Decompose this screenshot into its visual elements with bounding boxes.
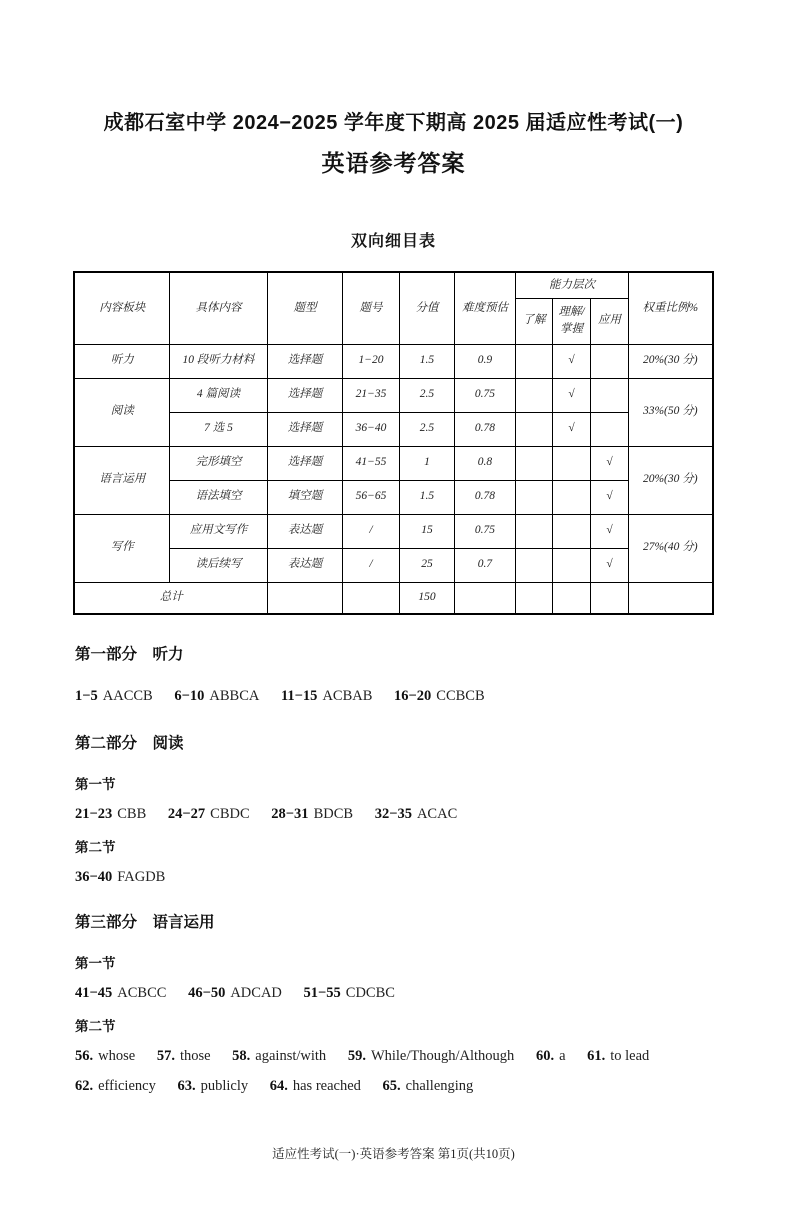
answer-text: against/with (255, 1048, 327, 1064)
part1-answer-line (75, 688, 717, 705)
col-header-understand: 了解 (515, 298, 552, 344)
answer-number: 61. (587, 1048, 606, 1064)
answer-pair (177, 1078, 248, 1094)
cell-master: √ (552, 344, 590, 378)
part2-section2-answer-line (75, 869, 717, 886)
col-header-comprehend-master: 理解/掌握 (552, 298, 590, 344)
answer-text: challenging (405, 1078, 474, 1094)
col-header-ability-level: 能力层次 (515, 272, 628, 298)
answer-text: has reached (292, 1078, 361, 1094)
page-subtitle: 英语参考答案 (321, 150, 466, 176)
col-header-apply: 应用 (590, 298, 628, 344)
cell-module: 听力 (74, 344, 169, 378)
answer-letters: ACAC (416, 806, 458, 822)
cell-difficulty: 0.78 (454, 480, 515, 514)
answer-pair (383, 1078, 474, 1094)
answer-pair (394, 688, 485, 704)
cell-master (552, 446, 590, 480)
answer-letters: CCBCB (436, 688, 485, 704)
cell-understand (515, 344, 552, 378)
answer-letters: BDCB (313, 806, 354, 822)
cell-weight: 20%(30 分) (629, 344, 713, 378)
answers-content (75, 642, 717, 1095)
table-row-reading-2 (74, 412, 712, 446)
table-row-writing-1 (74, 514, 712, 548)
table-header-row-1 (74, 272, 712, 298)
spec-table (73, 271, 713, 615)
answer-letters: ACBCC (117, 985, 167, 1001)
cell-no (342, 582, 399, 614)
answer-pair (75, 985, 166, 1001)
col-header-content-module: 内容板块 (74, 272, 169, 344)
answer-range: 24−27 (167, 806, 206, 822)
answer-letters: CDCBC (345, 985, 395, 1001)
answer-number: 56. (75, 1048, 94, 1064)
cell-module: 阅读 (74, 378, 169, 446)
answer-key-page (0, 106, 787, 1206)
col-header-question-no: 题号 (342, 272, 399, 344)
table-row-language-2 (74, 480, 712, 514)
cell-score: 1.5 (399, 344, 454, 378)
answer-number: 63. (177, 1078, 196, 1094)
answer-range: 16−20 (394, 688, 432, 704)
cell-no: 41−55 (342, 446, 399, 480)
answer-text: a (559, 1048, 566, 1064)
cell-type: 表达题 (267, 514, 342, 548)
answer-letters: ACBAB (322, 688, 373, 704)
answer-letters: CBB (117, 806, 147, 822)
cell-understand (515, 412, 552, 446)
cell-apply (590, 344, 628, 378)
answer-range: 46−50 (188, 985, 226, 1001)
part3-section1-answer-line (75, 985, 717, 1002)
cell-no: / (342, 548, 399, 582)
cell-total-label: 总计 (74, 582, 267, 614)
cell-score: 15 (399, 514, 454, 548)
answer-letters: FAGDB (117, 869, 166, 885)
answer-number: 62. (75, 1078, 94, 1094)
answer-pair (188, 985, 282, 1001)
cell-weight: 33%(50 分) (629, 378, 713, 446)
cell-understand (515, 548, 552, 582)
cell-type: 选择题 (267, 344, 342, 378)
col-header-difficulty: 难度预估 (454, 272, 515, 344)
answer-pair (75, 1078, 156, 1094)
answer-text: whose (98, 1048, 136, 1064)
table-row-total (74, 582, 712, 614)
answer-text: to lead (610, 1048, 650, 1064)
table-row-listening (74, 344, 712, 378)
answer-pair (304, 985, 395, 1001)
spec-table-title: 双向细目表 (350, 233, 436, 250)
answer-number: 64. (269, 1078, 288, 1094)
answer-number: 65. (382, 1078, 401, 1094)
answer-pair (232, 1048, 326, 1064)
part3-heading: 第三部分 语言运用 (75, 914, 215, 931)
cell-module: 写作 (74, 514, 169, 582)
cell-content: 7 选 5 (169, 412, 267, 446)
answer-pair (270, 1078, 361, 1094)
cell-difficulty: 0.75 (454, 378, 515, 412)
cell-understand (515, 378, 552, 412)
cell-master: √ (552, 378, 590, 412)
answer-pair (168, 806, 250, 822)
cell-content: 读后续写 (169, 548, 267, 582)
cell-no: 36−40 (342, 412, 399, 446)
cell-apply: √ (590, 480, 628, 514)
answer-pair (75, 806, 146, 822)
cell-apply (590, 582, 628, 614)
answer-number: 57. (156, 1048, 175, 1064)
col-header-specific-content: 具体内容 (169, 272, 267, 344)
answer-pair (174, 688, 259, 704)
cell-score: 1 (399, 446, 454, 480)
answer-number: 58. (232, 1048, 251, 1064)
cell-score: 2.5 (399, 378, 454, 412)
answer-number: 60. (535, 1048, 555, 1064)
cell-content: 10 段听力材料 (169, 344, 267, 378)
answer-pair (587, 1048, 649, 1064)
cell-difficulty: 0.8 (454, 446, 515, 480)
part3-section2-answer-line-1 (75, 1048, 717, 1065)
cell-understand (515, 582, 552, 614)
answer-letters: ADCAD (230, 985, 282, 1001)
cell-type: 填空题 (267, 480, 342, 514)
answer-pair (75, 688, 153, 704)
answer-text: publicly (200, 1078, 249, 1094)
col-header-score: 分值 (399, 272, 454, 344)
cell-master (552, 480, 590, 514)
part3-section2-answer-line-2 (75, 1078, 717, 1095)
cell-content: 应用文写作 (169, 514, 267, 548)
cell-understand (515, 480, 552, 514)
cell-apply (590, 412, 628, 446)
cell-difficulty: 0.7 (454, 548, 515, 582)
answer-range: 41−45 (75, 985, 113, 1001)
answer-range: 1−5 (75, 688, 98, 704)
answer-letters: ABBCA (209, 688, 260, 704)
cell-apply: √ (590, 514, 628, 548)
table-row-language-1 (74, 446, 712, 480)
cell-master (552, 514, 590, 548)
page-title: 成都石室中学 2024−2025 学年度下期高 2025 届适应性考试(一) (103, 112, 684, 134)
cell-score: 1.5 (399, 480, 454, 514)
part2-section1-label: 第一节 (75, 777, 116, 792)
cell-weight: 27%(40 分) (629, 514, 713, 582)
cell-score: 25 (399, 548, 454, 582)
cell-difficulty (454, 582, 515, 614)
cell-total-score: 150 (399, 582, 454, 614)
part2-heading: 第二部分 阅读 (75, 735, 184, 752)
cell-no: 21−35 (342, 378, 399, 412)
cell-type: 表达题 (267, 548, 342, 582)
cell-type: 选择题 (267, 378, 342, 412)
part1-heading: 第一部分 听力 (75, 646, 184, 663)
cell-type (267, 582, 342, 614)
answer-pair (271, 806, 353, 822)
answer-text: those (179, 1048, 211, 1064)
answer-range: 51−55 (303, 985, 341, 1001)
answer-pair (348, 1048, 515, 1064)
answer-pair (75, 869, 165, 885)
cell-apply: √ (590, 548, 628, 582)
answer-pair (157, 1048, 211, 1064)
cell-weight: 20%(30 分) (629, 446, 713, 514)
col-header-weight: 权重比例% (629, 272, 713, 344)
answer-pair (281, 688, 372, 704)
cell-master (552, 582, 590, 614)
cell-understand (515, 446, 552, 480)
answer-pair (75, 1048, 135, 1064)
answer-pair (536, 1048, 566, 1064)
cell-module: 语言运用 (74, 446, 169, 514)
answer-text: While/Though/Although (370, 1048, 515, 1064)
cell-master (552, 548, 590, 582)
cell-no: / (342, 514, 399, 548)
cell-type: 选择题 (267, 446, 342, 480)
cell-apply: √ (590, 446, 628, 480)
cell-score: 2.5 (399, 412, 454, 446)
cell-content: 完形填空 (169, 446, 267, 480)
cell-difficulty: 0.75 (454, 514, 515, 548)
cell-weight (629, 582, 713, 614)
part3-section2-label: 第二节 (75, 1019, 116, 1034)
answer-range: 6−10 (174, 688, 205, 704)
cell-no: 56−65 (342, 480, 399, 514)
answer-pair (375, 806, 458, 822)
cell-difficulty: 0.9 (454, 344, 515, 378)
cell-understand (515, 514, 552, 548)
answer-letters: CBDC (210, 806, 250, 822)
answer-range: 28−31 (271, 806, 309, 822)
page-footer: 适应性考试(一)·英语参考答案 第1页(共10页) (272, 1147, 515, 1161)
cell-content: 语法填空 (169, 480, 267, 514)
part2-section1-answer-line (75, 806, 717, 823)
answer-range: 32−35 (374, 806, 412, 822)
answer-range: 36−40 (75, 869, 113, 885)
part3-section1-label: 第一节 (75, 956, 116, 971)
cell-master: √ (552, 412, 590, 446)
cell-type: 选择题 (267, 412, 342, 446)
answer-range: 11−15 (280, 688, 318, 704)
answer-number: 59. (347, 1048, 366, 1064)
answer-text: efficiency (98, 1078, 156, 1094)
col-header-question-type: 题型 (267, 272, 342, 344)
table-row-reading-1 (74, 378, 712, 412)
answer-range: 21−23 (75, 806, 113, 822)
cell-difficulty: 0.78 (454, 412, 515, 446)
table-row-writing-2 (74, 548, 712, 582)
part2-section2-label: 第二节 (75, 840, 116, 855)
cell-apply (590, 378, 628, 412)
answer-letters: AACCB (102, 688, 153, 704)
cell-no: 1−20 (342, 344, 399, 378)
cell-content: 4 篇阅读 (169, 378, 267, 412)
